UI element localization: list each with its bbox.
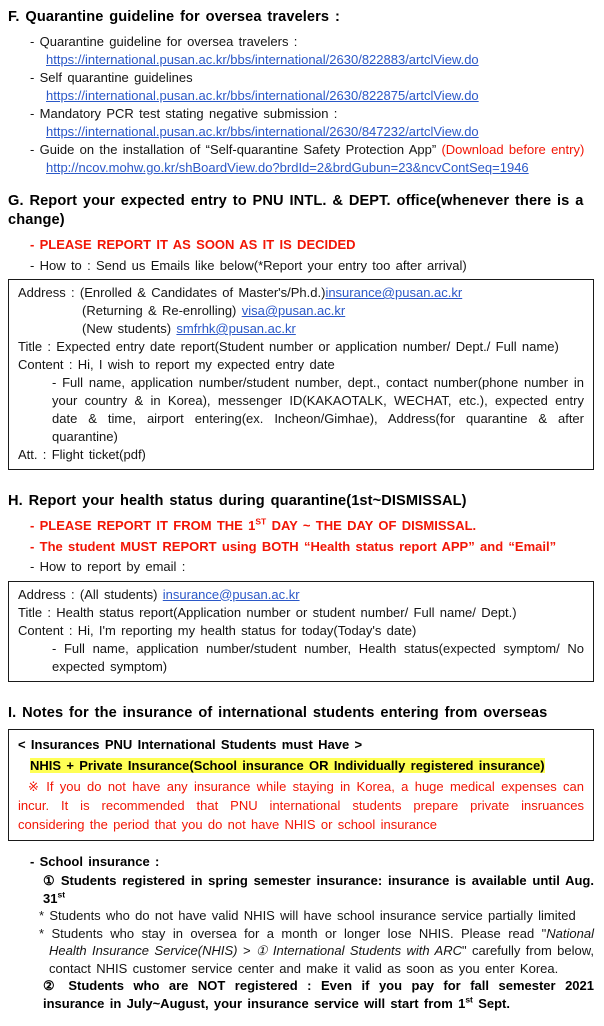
g-email-link-new[interactable]: smfrhk@pusan.ac.kr [176,321,296,336]
g-content-line: Content : Hi, I wish to report my expected entry date [18,357,335,372]
school-item2-post: Sept. [472,995,510,1011]
g-title-line: Title : Expected entry date report(Student number or application number/ Dept./ Full name) [18,339,559,354]
g-attachment-line: Att. : Flight ticket(pdf) [18,447,146,462]
h-warning1-post: DAY ~ THE DAY OF DISMISSAL. [266,518,477,533]
section-i [8,704,594,1013]
h-warning-first-day [30,517,594,535]
h-howto-line: - How to report by email : [30,559,186,574]
f-item-url-line [46,87,594,105]
school-note2-italic: National Health Insurance Service(NHIS) > ① International Students with ARC [49,925,594,958]
school-item1-sup: st [57,889,66,900]
f-item-label: - Self quarantine guidelines [30,70,193,85]
insurance-box-subtitle: < Insurances PNU International Students must Have > [18,736,363,752]
h-content-detail: - Full name, application number/student number, Health status(expected symptom/ No expected symptom) [52,640,584,674]
f-item-url-line [46,159,594,177]
school-note-nhis-limited: * Students who do not have valid NHIS will have school insurance service partially limited [39,908,576,923]
school-item-registered [43,872,594,907]
f-item-link[interactable]: https://international.pusan.ac.kr/bbs/international/2630/847232/artclView.do [46,123,479,139]
f-item-label-text: - Guide on the installation of “Self-quarantine Safety Protection App” [30,142,442,157]
g-address-line-1 [18,284,584,302]
g-email-link-returning[interactable]: visa@pusan.ac.kr [241,303,346,318]
h-warning-both-channels: - The student MUST REPORT using BOTH “Health status report APP” and “Email” [30,538,557,554]
school-insurance [30,853,594,1013]
f-item [30,33,594,68]
insurance-requirements-box [8,729,594,841]
g-howto-line: - How to : Send us Emails like below(*Report your entry too after arrival) [30,257,467,273]
school-note2-post: " carefully from below, contact NHIS customer service center and make it valid as soon as you enter Korea. [49,943,595,976]
f-item-link[interactable]: http://ncov.mohw.go.kr/shBoardView.do?brdId=2&brdGubun=23&ncvContSeq=1946 [46,159,529,175]
f-item [30,141,594,176]
g-address-label: Address : [18,285,80,300]
g-warning-line: - PLEASE REPORT IT AS SOON AS IT IS DECIDED [30,237,356,252]
g-address-prefix-new: (New students) [82,321,177,336]
f-item [30,105,594,140]
school-item1-text: ① Students registered in spring semester insurance: insurance is available until Aug. 31 [43,873,594,906]
g-email-link-enrolled[interactable]: insurance@pusan.ac.kr [325,285,463,300]
f-item-label: - Mandatory PCR test stating negative submission : [30,106,338,121]
school-item2-sup: st [465,994,473,1005]
section-g-heading: G. Report your expected entry to PNU INTL. & DEPT. office(whenever there is a change) [8,193,584,228]
f-item [30,69,594,104]
download-before-entry-note: (Download before entry) [441,142,585,157]
h-warning1-pre: - PLEASE REPORT IT FROM THE 1 [30,518,256,533]
h-email-link[interactable]: insurance@pusan.ac.kr [162,586,300,602]
section-h-heading: H. Report your health status during quarantine(1st~DISMISSAL) [8,493,467,509]
g-email-box [8,279,594,470]
g-address-prefix-enrolled: (Enrolled & Candidates of Master's/Ph.d.) [79,285,326,300]
section-i-heading: I. Notes for the insurance of international students entering from overseas [8,704,548,721]
school-item2-pre: ② Students who are NOT registered : Even if you pay for fall semester 2021 insurance in July~August, your insurance service will start from 1 [43,978,594,1011]
f-item-link[interactable]: https://international.pusan.ac.kr/bbs/international/2630/822875/artclView.do [46,87,479,103]
insurance-warning-note: ※ If you do not have any insurance while staying in Korea, a huge medical expenses can incur. It is recommended that PNU international students prepare private insruances considering the period that you do not have NHIS or school insurance [18,778,584,832]
g-address-prefix-returning: (Returning & Re-enrolling) [82,303,242,318]
h-address-line [18,586,584,604]
h-email-box [8,581,594,682]
insurance-highlight: NHIS + Private Insurance(School insurance OR Individually registered insurance) [30,757,545,773]
f-item-url-line [46,51,594,69]
f-item-url-line [46,123,594,141]
section-g [8,192,594,470]
section-f-heading: F. Quarantine guideline for oversea travelers : [8,9,340,25]
section-f [8,8,594,176]
school-note2-pre: * Students who stay in oversea for a month or longer lose NHIS. Please read " [39,925,547,941]
f-item-link[interactable]: https://international.pusan.ac.kr/bbs/international/2630/822883/artclView.do [46,51,479,67]
f-item-label [30,141,594,159]
h-address-prefix: Address : (All students) [18,586,163,602]
g-content-detail: - Full name, application number/student number, dept., contact number(phone number in your country & in Korea), messenger ID(KAKAOTALK, WECHAT, etc.), expected entry date & time, airport entering(ex. Incheon/Gimhae), Address(for quarantine & after quarantine) [52,375,584,444]
h-content-line: Content : Hi, I'm reporting my health status for today(Today's date) [18,622,417,638]
section-h [8,492,594,682]
insurance-highlight-line [30,756,584,775]
f-item-label: - Quarantine guideline for oversea travelers : [30,34,298,49]
school-insurance-heading: - School insurance : [30,853,160,869]
g-address-line-2 [18,302,584,320]
school-note-lose-nhis [39,925,594,978]
h-warning1-sup: ST [255,516,267,527]
g-address-line-3 [18,320,584,338]
h-title-line: Title : Health status report(Application number or student number/ Full name/ Dept.) [18,604,517,620]
school-item-not-registered [43,977,594,1012]
